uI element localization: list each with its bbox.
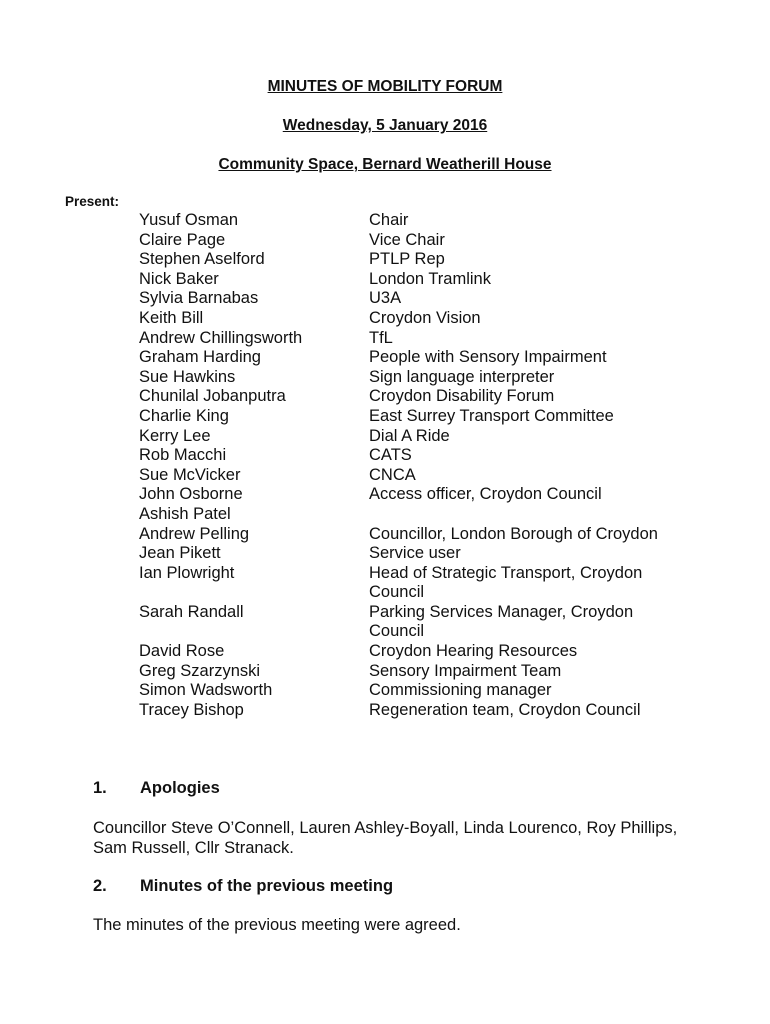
attendee-row xyxy=(139,603,699,642)
attendee-name: Rob Macchi xyxy=(139,446,227,465)
attendee-role: Sensory Impairment Team xyxy=(369,661,562,680)
attendee-role: Dial A Ride xyxy=(369,426,450,445)
attendee-role: People with Sensory Impairment xyxy=(369,348,607,367)
attendee-name: Keith Bill xyxy=(139,308,204,327)
meeting-date: Wednesday, 5 January 2016 xyxy=(282,117,488,134)
attendee-row xyxy=(139,681,699,701)
attendee-row xyxy=(139,211,699,231)
attendee-row xyxy=(139,427,699,447)
apologies-text: Councillor Steve O’Connell, Lauren Ashley-Boyall, Linda Lourenco, Roy Phillips, Sam Russell, Cllr Stranack. xyxy=(93,819,678,857)
attendee-row xyxy=(139,329,699,349)
attendee-row xyxy=(139,446,699,466)
attendee-name: Nick Baker xyxy=(139,269,219,288)
attendee-name: Kerry Lee xyxy=(139,426,211,445)
attendee-role: Commissioning manager xyxy=(369,681,552,700)
section-title: Apologies xyxy=(140,779,220,797)
attendee-role: London Tramlink xyxy=(369,269,491,288)
attendee-name: Graham Harding xyxy=(139,348,261,367)
attendee-row xyxy=(139,231,699,251)
attendee-row xyxy=(139,642,699,662)
attendee-role: PTLP Rep xyxy=(369,250,445,269)
section-heading-previous-minutes xyxy=(93,877,393,896)
meeting-venue: Community Space, Bernard Weatherill House xyxy=(218,156,552,173)
attendee-role: East Surrey Transport Committee xyxy=(369,406,614,425)
attendee-role: Vice Chair xyxy=(369,230,445,249)
present-label: Present: xyxy=(65,194,120,209)
attendee-name: Ian Plowright xyxy=(139,563,235,582)
attendee-role: Councillor, London Borough of Croydon xyxy=(369,524,658,543)
attendee-row xyxy=(139,368,699,388)
attendee-name: Sue Hawkins xyxy=(139,367,236,386)
attendee-name: Andrew Chillingsworth xyxy=(139,328,303,347)
attendee-role: Service user xyxy=(369,544,461,563)
attendee-row xyxy=(139,485,699,505)
attendee-name: Yusuf Osman xyxy=(139,211,239,229)
attendee-name: Greg Szarzynski xyxy=(139,661,261,680)
attendee-row xyxy=(139,505,699,525)
attendee-row xyxy=(139,387,699,407)
attendee-row xyxy=(139,407,699,427)
attendee-name: Tracey Bishop xyxy=(139,700,244,719)
section-title: Minutes of the previous meeting xyxy=(140,877,394,895)
attendee-role: Parking Services Manager, Croydon Council xyxy=(369,602,634,641)
attendee-role: Croydon Hearing Resources xyxy=(369,642,578,661)
attendee-name: Ashish Patel xyxy=(139,504,231,523)
attendee-name: Claire Page xyxy=(139,230,226,249)
attendee-role: CATS xyxy=(369,446,412,465)
attendee-name: John Osborne xyxy=(139,485,243,504)
attendee-role: Access officer, Croydon Council xyxy=(369,485,602,504)
attendee-name: Sarah Randall xyxy=(139,602,244,621)
attendee-name: Simon Wadsworth xyxy=(139,681,273,700)
section-number: 2. xyxy=(93,877,107,895)
attendee-role: Head of Strategic Transport, Croydon Council xyxy=(369,563,643,602)
section-number: 1. xyxy=(93,779,107,797)
attendee-role: TfL xyxy=(369,328,393,347)
attendee-role: Sign language interpreter xyxy=(369,367,555,386)
attendee-row xyxy=(139,250,699,270)
document-title: MINUTES OF MOBILITY FORUM xyxy=(267,78,503,95)
attendee-row xyxy=(139,466,699,486)
attendee-row xyxy=(139,270,699,290)
attendee-row xyxy=(139,701,699,721)
attendee-row xyxy=(139,662,699,682)
attendee-name: David Rose xyxy=(139,642,225,661)
attendee-role: Regeneration team, Croydon Council xyxy=(369,700,641,719)
attendee-name: Chunilal Jobanputra xyxy=(139,387,286,406)
attendee-name: Sylvia Barnabas xyxy=(139,289,259,308)
attendee-row xyxy=(139,309,699,329)
attendee-role: Croydon Vision xyxy=(369,308,481,327)
attendee-row xyxy=(139,348,699,368)
attendee-row xyxy=(139,564,699,603)
attendee-row xyxy=(139,289,699,309)
previous-minutes-text: The minutes of the previous meeting were agreed. xyxy=(93,916,461,934)
attendee-role: U3A xyxy=(369,289,402,308)
attendee-role: Chair xyxy=(369,211,409,229)
attendee-role xyxy=(369,505,679,525)
attendee-name: Andrew Pelling xyxy=(139,524,250,543)
attendee-row xyxy=(139,525,699,545)
section-heading-apologies xyxy=(93,779,220,798)
attendee-role: Croydon Disability Forum xyxy=(369,387,555,406)
attendee-name: Stephen Aselford xyxy=(139,250,265,269)
attendee-row xyxy=(139,544,699,564)
attendee-name: Charlie King xyxy=(139,406,229,425)
attendee-role: CNCA xyxy=(369,465,416,484)
attendee-name: Sue McVicker xyxy=(139,465,241,484)
attendee-name: Jean Pikett xyxy=(139,544,221,563)
attendee-list xyxy=(139,211,699,720)
